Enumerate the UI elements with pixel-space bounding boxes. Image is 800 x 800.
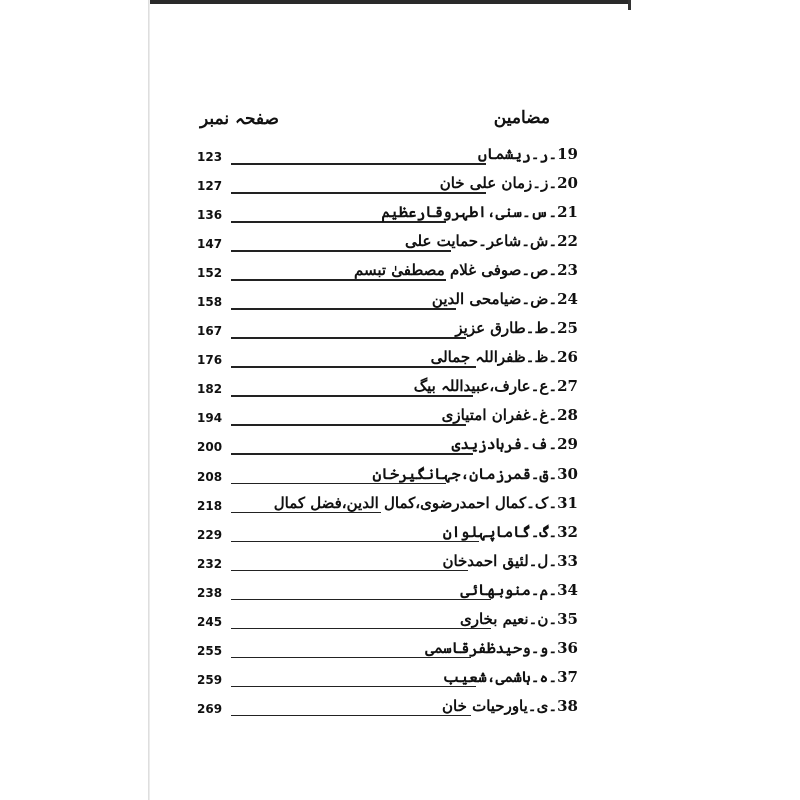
toc-page-number: 123 <box>197 150 223 164</box>
toc-leader-line <box>231 424 466 426</box>
toc-page-number: 208 <box>197 469 223 484</box>
toc-row <box>0 142 800 171</box>
toc-leader-line <box>231 250 451 252</box>
toc-leader-line <box>231 657 471 659</box>
toc-page-number: 127 <box>197 179 223 194</box>
toc-entry-title: 21۔س۔سنی،اطہروقارعظیم <box>381 203 578 222</box>
toc-row <box>0 258 800 287</box>
toc-page-number: 232 <box>197 556 223 571</box>
toc-page-number: 259 <box>197 672 223 687</box>
toc-row <box>0 578 800 607</box>
toc-row <box>0 403 800 432</box>
toc-page-number: 200 <box>197 440 223 455</box>
toc-leader-line <box>231 279 446 281</box>
toc-row <box>0 316 800 345</box>
table-of-contents <box>0 142 800 723</box>
toc-page-number: 218 <box>197 498 223 513</box>
toc-leader-line <box>231 686 476 688</box>
toc-leader-line <box>231 570 468 572</box>
toc-row <box>0 432 800 461</box>
toc-row <box>0 665 800 694</box>
toc-row <box>0 345 800 374</box>
toc-leader-line <box>231 453 473 455</box>
toc-entry-title: 24۔ض۔ضیامحی الدین <box>431 290 578 309</box>
toc-entry-title: 22۔ش۔شاعر۔حمایت علی <box>405 232 578 251</box>
toc-page-number: 176 <box>197 353 223 368</box>
toc-entry-title: 36۔و۔وحیدظفرقاسمی <box>425 638 578 657</box>
toc-row <box>0 549 800 578</box>
toc-page-number: 152 <box>197 266 223 281</box>
toc-leader-line <box>231 715 471 717</box>
toc-entry-title: 38۔ی۔یاورحیات خان <box>442 696 578 715</box>
page-number-heading: صفحہ نمبر <box>200 109 279 129</box>
toc-leader-line <box>231 308 456 310</box>
toc-leader-line <box>231 395 473 397</box>
toc-entry-title: 33۔ل۔لئیق احمدخان <box>442 551 578 570</box>
toc-row <box>0 607 800 636</box>
toc-entry-title: 37۔ہ۔ہاشمی،شعیب <box>442 667 578 686</box>
toc-row <box>0 694 800 723</box>
toc-row <box>0 200 800 229</box>
toc-leader-line <box>231 221 446 223</box>
toc-row <box>0 520 800 549</box>
page-edge-top <box>150 0 630 4</box>
toc-page-number: 238 <box>197 585 223 600</box>
toc-page-number: 167 <box>197 324 223 339</box>
toc-entry-title: 31۔ک۔کمال احمدرضوی،کمال الدین،فضل کمال <box>273 493 578 512</box>
toc-entry-title: 29۔ف۔فرہادزیدی <box>451 435 578 454</box>
toc-row <box>0 462 800 491</box>
contents-heading: مضامین <box>493 108 550 128</box>
toc-row <box>0 491 800 520</box>
toc-entry-title: 28۔غ۔غفران امتیازی <box>441 406 578 425</box>
toc-entry-title: 30۔ق۔قمرزمان،جہانگیرخان <box>372 464 578 483</box>
toc-leader-line <box>231 192 486 194</box>
toc-entry-title: 20۔ز۔زمان علی خان <box>439 174 578 193</box>
toc-leader-line <box>231 541 479 543</box>
toc-page-number: 182 <box>197 382 223 397</box>
toc-leader-line <box>231 366 476 368</box>
toc-entry-title: 27۔ع۔عارف،عبیداللہ بیگ <box>413 377 578 396</box>
page-edge-mark <box>628 0 631 10</box>
toc-entry-title: 34۔م۔منوبھائی <box>460 580 578 599</box>
toc-leader-line <box>231 337 466 339</box>
toc-entry-title: 19۔ر۔ریشماں <box>478 145 578 163</box>
toc-row <box>0 171 800 200</box>
toc-page-number: 229 <box>197 527 223 542</box>
toc-page-number: 269 <box>197 701 223 716</box>
toc-page-number: 255 <box>197 643 223 658</box>
toc-row <box>0 229 800 258</box>
toc-entry-title: 32۔گ۔گاماپہلوان <box>442 522 578 541</box>
toc-row <box>0 374 800 403</box>
toc-entry-title: 35۔ن۔نعیم بخاری <box>459 609 578 628</box>
toc-leader-line <box>231 599 491 601</box>
toc-row <box>0 636 800 665</box>
toc-page-number: 245 <box>197 614 223 629</box>
toc-entry-title: 26۔ظ۔ظفراللہ جمالی <box>430 348 578 367</box>
toc-page-number: 194 <box>197 411 223 426</box>
toc-leader-line <box>231 512 381 514</box>
toc-page-number: 147 <box>197 237 223 252</box>
toc-page-number: 158 <box>197 295 223 310</box>
toc-entry-title: 23۔ص۔صوفی غلام مصطفیٰ تبسم <box>354 261 578 280</box>
toc-page-number: 136 <box>197 208 223 223</box>
toc-leader-line <box>231 628 491 630</box>
toc-row <box>0 287 800 316</box>
toc-entry-title: 25۔ط۔طارق عزیز <box>455 319 578 338</box>
toc-leader-line <box>231 163 486 165</box>
